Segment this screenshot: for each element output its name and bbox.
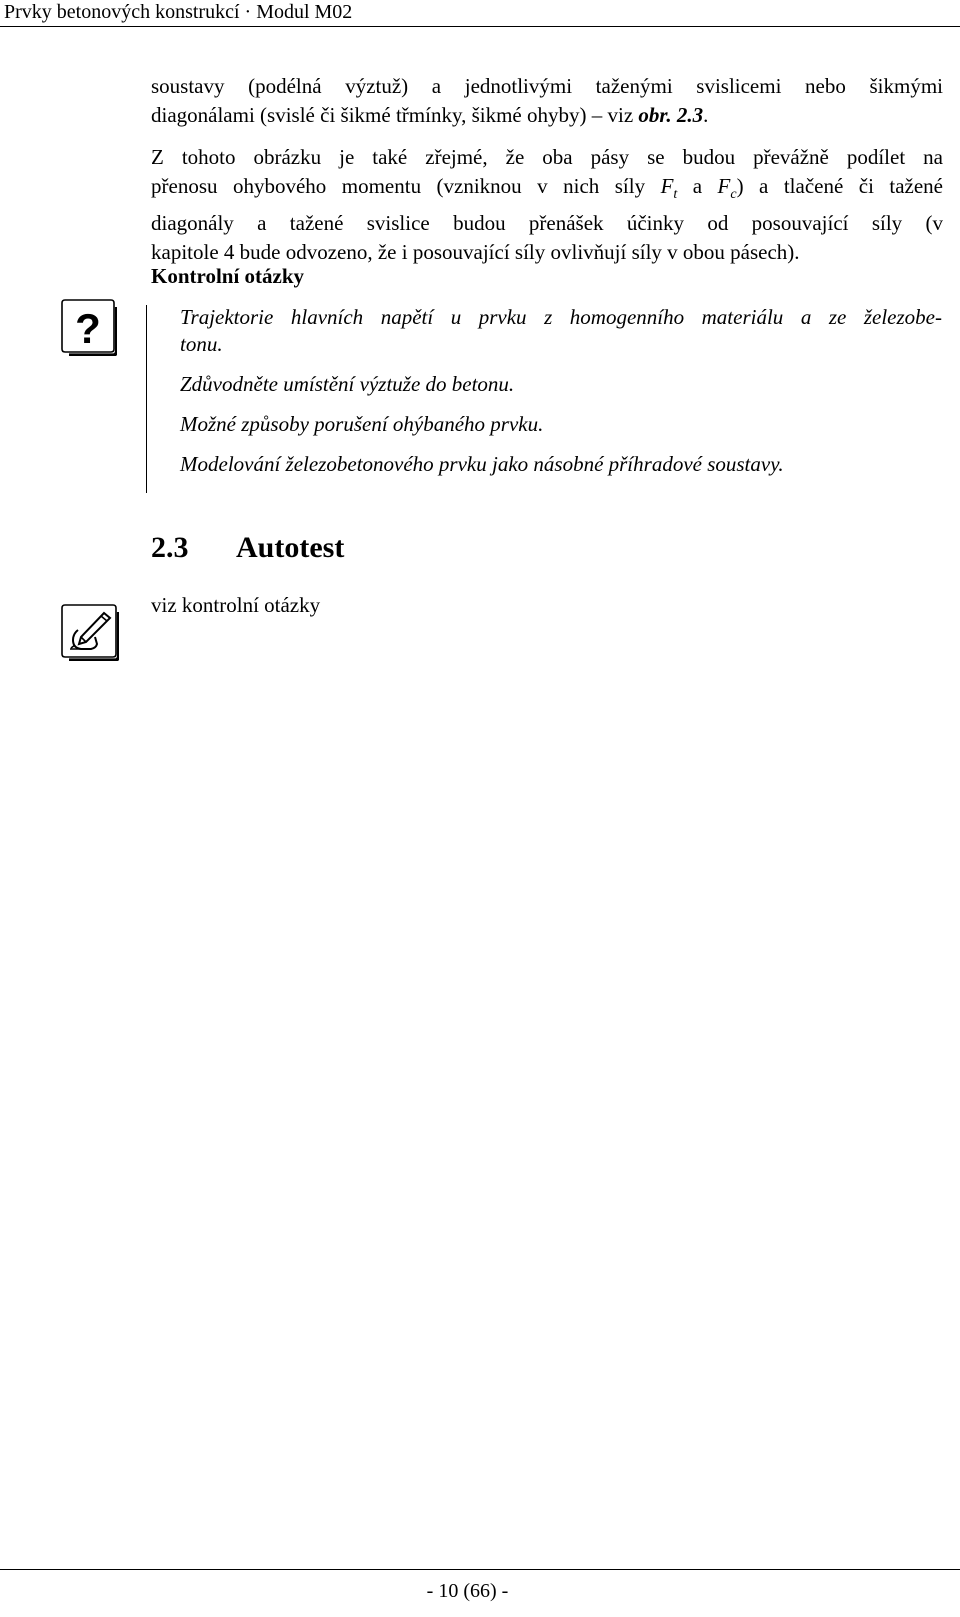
autotest-text: viz kontrolní otázky (151, 593, 321, 617)
paragraph-1-line-1: soustavy (podélná výztuž) a jednotlivými taženými svislicemi nebo šikmými (151, 74, 943, 98)
paragraph-2-line-4: kapitole 4 bude odvozeno, že i posouvající síly ovlivňují síly v obou pásech). (151, 239, 800, 264)
paragraph-1-end: . (703, 102, 709, 127)
question-mark-icon (61, 299, 117, 356)
paragraph-2 (151, 143, 943, 266)
symbol-f-t: $F_t$ (660, 173, 678, 202)
questions-sidebar-line (146, 305, 147, 493)
paragraph-2-line-1: Z tohoto obrázku je také zřejmé, že oba pásy se budou převážně podílet na (151, 145, 943, 169)
paragraph-1 (151, 72, 943, 129)
section-title: Autotest (236, 531, 345, 564)
question-1-line-1: Trajektorie hlavních napětí u prvku z homogenního materiálu a ze železobe- (180, 305, 942, 329)
question-4: Modelování železobetonového prvku jako násobné příhradové soustavy. (180, 452, 784, 476)
figure-reference: obr. 2.3 (638, 102, 704, 127)
section-number: 2.3 (151, 531, 189, 564)
question-2: Zdůvodněte umístění výztuže do betonu. (180, 372, 515, 396)
symbol-f-c: $F_c$ (717, 173, 737, 202)
page-header (0, 0, 960, 27)
svg-text:?: ? (75, 305, 101, 352)
paragraph-2-text-a: přenosu ohybového momentu (vzniknou v nich síly (151, 173, 661, 198)
question-3: Možné způsoby porušení ohýbaného prvku. (180, 412, 544, 436)
footer-divider (0, 1569, 960, 1570)
questions-list (180, 304, 942, 491)
paragraph-2-line-3: diagonály a tažené svislice budou přenášek účinky od posouvající síly (v (151, 211, 943, 236)
control-questions-heading: Kontrolní otázky (151, 264, 305, 288)
question-1-line-2: tonu. (180, 332, 223, 356)
paragraph-1-line-2 (151, 101, 943, 130)
paragraph-2-text-b: a (677, 173, 718, 198)
paragraph-2-line-2 (151, 172, 943, 210)
paragraph-1-text: diagonálami (svislé či šikmé třmínky, šikmé ohyby) – viz (151, 102, 639, 127)
page-number: - 10 (66) - (426, 1580, 509, 1602)
question-1 (180, 304, 942, 358)
header-title: Prvky betonových konstrukcí · Modul M02 (4, 1, 353, 23)
paragraph-2-text-c: ) a tlačené či tažené (736, 173, 944, 198)
pen-writing-icon (61, 604, 119, 661)
